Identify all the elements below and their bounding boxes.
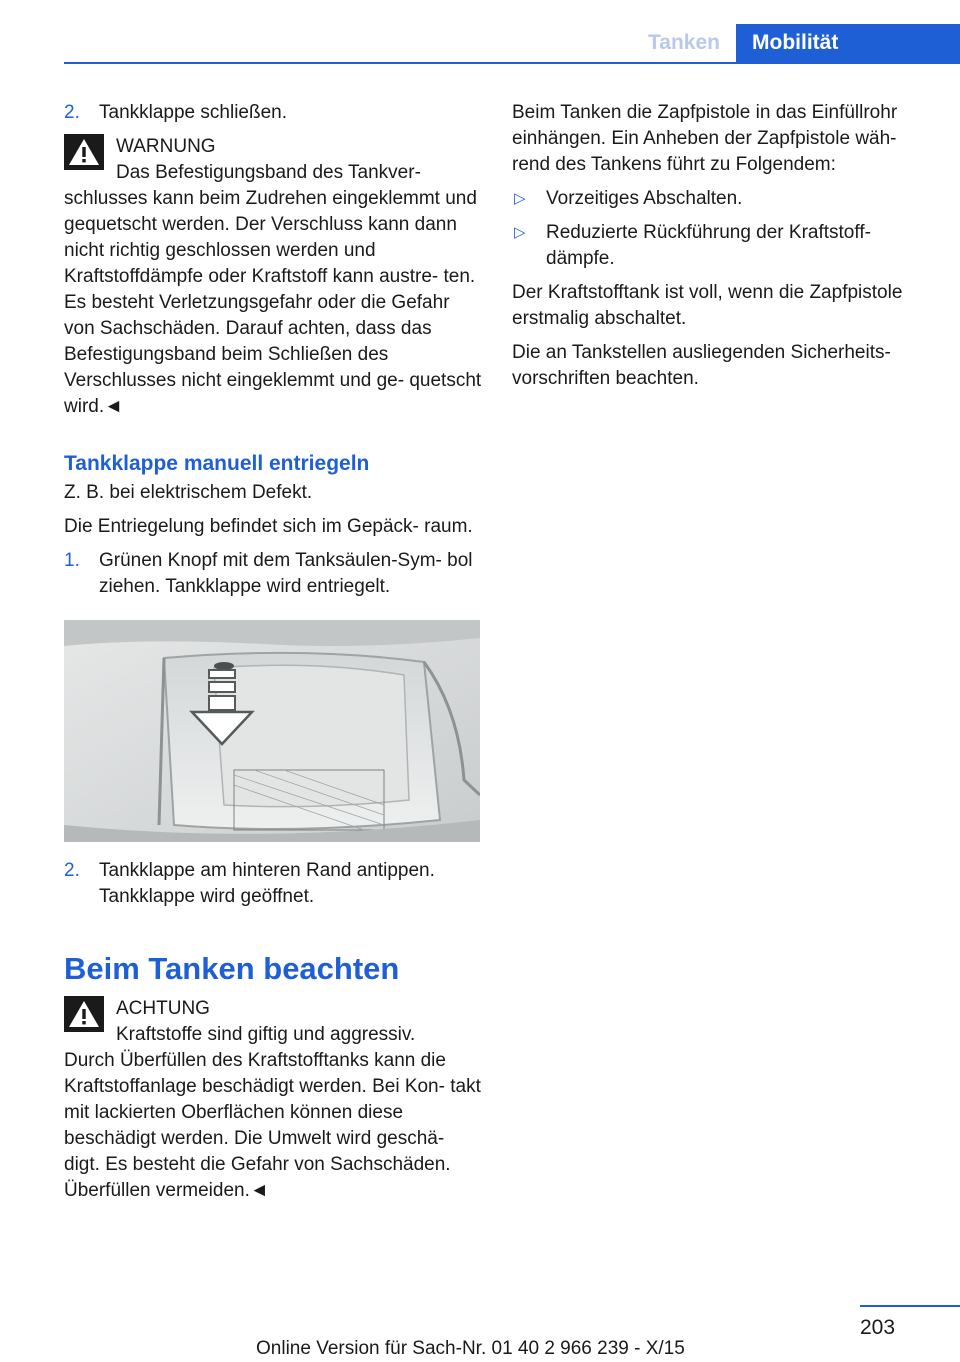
subheading-manual-unlock: Tankklappe manuell entriegeln [64, 452, 370, 475]
heading-refuel-notes: Beim Tanken beachten [64, 951, 400, 986]
step-text: Grünen Knopf mit dem Tanksäulen-Sym‐ bol ziehen. Tankklappe wird entriegelt. [99, 550, 473, 597]
bullet-text: Reduzierte Rückführung der Kraftstoff‐ dämpfe. [546, 222, 871, 269]
paragraph-tank-full: Der Kraftstofftank ist voll, wenn die Zapfpistole erstmalig abschaltet. [512, 282, 903, 329]
bullet-text: Vorzeitiges Abschalten. [546, 188, 743, 209]
step-text: Tankklappe am hinteren Rand antippen. Tankklappe wird geöffnet. [99, 860, 435, 907]
warning-first-line: Das Befestigungsband des Tankver‐ [116, 162, 421, 183]
trunk-unlock-photo [64, 620, 480, 842]
step-tap-flap [64, 858, 482, 910]
right-column [512, 100, 932, 400]
warning-block [64, 134, 482, 420]
step-close-flap [64, 100, 482, 126]
left-column [64, 100, 482, 1204]
bullet-item [512, 186, 932, 212]
caution-body: Durch Überfüllen des Kraftstofftanks kann die Kraftstoffanlage beschädigt werden. Bei Kon‐ takt mit lackierten Oberflächen können diese beschädigt werden. Die Umwelt wird geschä‐ digt. Es besteht die Gefahr von Sachschäden. Überfüllen vermeiden.◄ [64, 1050, 481, 1201]
header-rule [64, 62, 960, 64]
paragraph-safety-rules: Die an Tankstellen ausliegenden Sicherheits‐ vorschriften beachten. [512, 342, 891, 389]
step-number: 2. [64, 102, 80, 123]
header-tab-mobilitaet[interactable]: Mobilität [736, 24, 960, 64]
paragraph-unlock-location: Die Entriegelung befindet sich im Gepäck‐ raum. [64, 516, 473, 537]
paragraph-electrical-defect: Z. B. bei elektrischem Defekt. [64, 482, 313, 503]
header-tab-tanken[interactable]: Tanken [648, 31, 720, 54]
step-pull-button [64, 548, 482, 600]
caution-block [64, 996, 482, 1204]
paragraph-hang-nozzle: Beim Tanken die Zapfpistole in das Einfüllrohr einhängen. Ein Anheben der Zapfpistole wäh‐ rend des Tankens führt zu Folgendem: [512, 102, 898, 175]
bullet-item [512, 220, 932, 272]
warning-body: schlusses kann beim Zudrehen eingeklemmt und gequetscht werden. Der Verschluss kann dann nicht richtig geschlossen werden und Kraftstoffdämpfe oder Kraftstoff kann austre‐ ten. Es besteht Verletzungsgefahr oder die Gefahr von Sachschäden. Darauf achten, dass das Befestigungsband beim Schließen des Verschlusses nicht eingeklemmt und ge‐ quetscht wird.◄ [64, 188, 482, 417]
caution-title: ACHTUNG [116, 998, 210, 1019]
warning-triangle-icon [64, 996, 104, 1032]
caution-first-line: Kraftstoffe sind giftig und aggressiv. [116, 1024, 416, 1045]
warning-title: WARNUNG [116, 136, 216, 157]
step-number: 1. [64, 550, 80, 571]
step-number: 2. [64, 860, 80, 881]
page-number: 203 [860, 1316, 896, 1339]
triangle-bullet-icon: ▷ [514, 190, 526, 207]
footer-rule [860, 1305, 960, 1307]
warning-triangle-icon [64, 134, 104, 170]
triangle-bullet-icon: ▷ [514, 224, 526, 241]
step-text: Tankklappe schließen. [99, 102, 287, 123]
footer-version-text: Online Version für Sach-Nr. 01 40 2 966 239 - X/15 [256, 1338, 685, 1359]
